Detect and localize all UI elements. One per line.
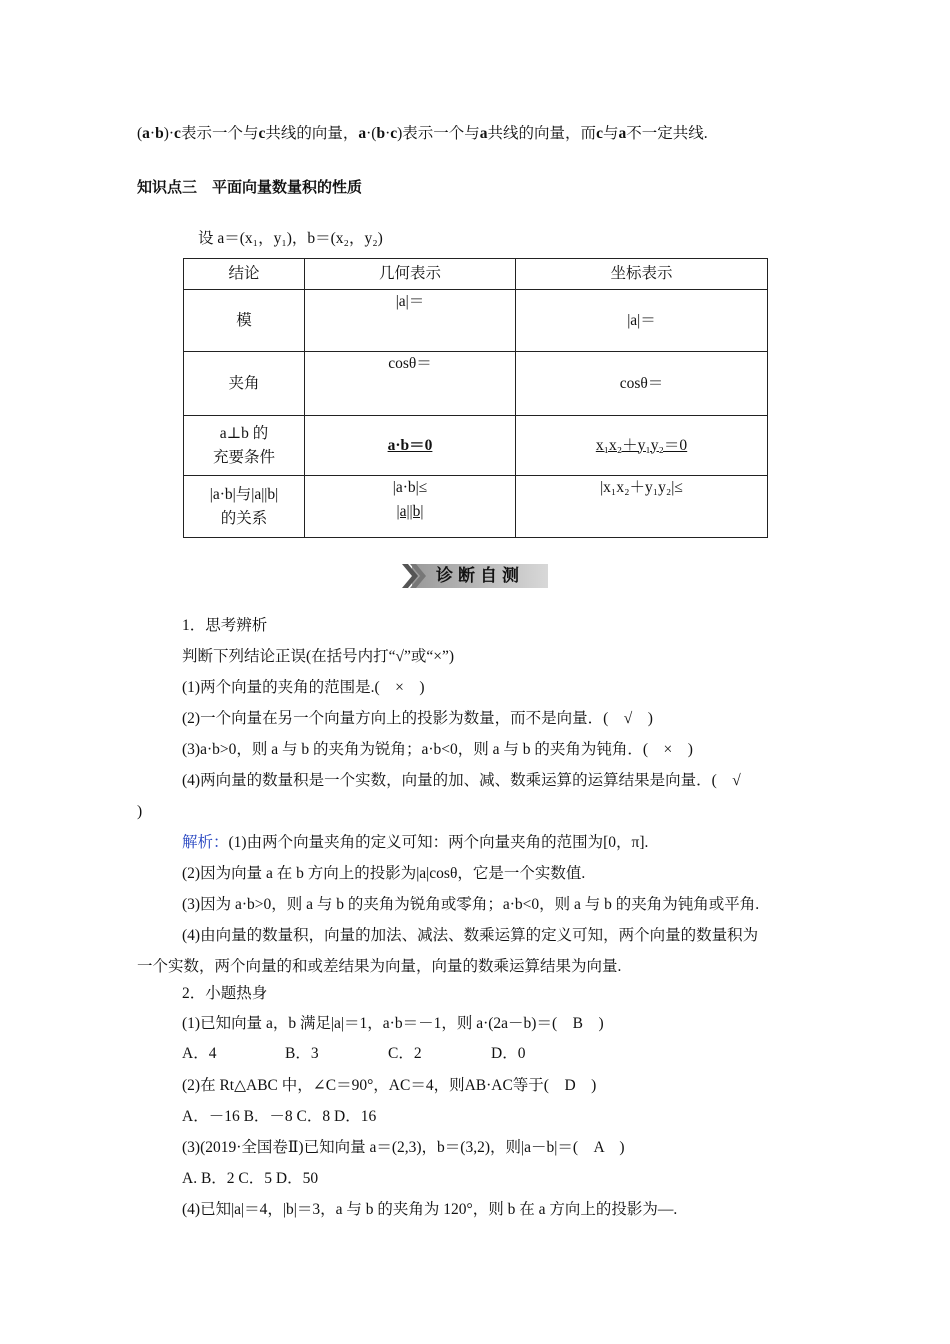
cell-coordinate: |a|＝ [516,290,768,352]
cell-coordinate [516,416,768,476]
analysis-line: (1)由两个向量夹角的定义可知：两个向量夹角的范围为[0，π]. [228,834,649,851]
cell-conclusion: 夹角 [184,352,305,416]
cell-geometric [305,476,516,538]
q2-problem: (2)在 Rt△ABC 中，∠C＝90°，AC＝4，则AB·AC等于( D ) [182,1077,597,1094]
table-row [184,476,768,538]
cell-conclusion [184,416,305,476]
q2-options: A．－16 B．－8 C．8 D．16 [182,1108,377,1125]
banner-title: 诊断自测 [436,566,524,586]
cell-conclusion: 模 [184,290,305,352]
table-header-row [184,259,768,290]
table-row [184,416,768,476]
header-coordinate: 坐标表示 [516,259,768,290]
conclusion-line1: a⊥b 的 [219,424,269,442]
setup-line: 设 a＝(x₁，y₁)，b＝(x₂，y₂) [198,230,383,247]
analysis-line: (2)因为向量 a 在 b 方向上的投影为|a|cosθ，它是一个实数值. [182,865,586,882]
section-banner [402,562,550,590]
cell-conclusion [184,476,305,538]
properties-table [183,258,768,538]
geometric-value: a·b＝0 [387,436,433,454]
table-row [184,290,768,352]
q1-item: ) [137,803,143,820]
header-conclusion: 结论 [184,259,305,290]
cell-coordinate: |x₁x₂＋y₁y₂|≤ [516,476,768,538]
header-geometric: 几何表示 [305,259,516,290]
q1-item: (1)两个向量的夹角的范围是.( × ) [182,679,425,696]
geometric-line2: |a||b| [396,503,424,520]
table-row [184,352,768,416]
q1-item: (2)一个向量在另一个向量方向上的投影为数量，而不是向量．( √ ) [182,710,653,727]
analysis-line: 一个实数，两个向量的和或差结果为向量，向量的数乘运算结果为向量. [137,958,622,975]
option: C．2 [388,1045,422,1062]
conclusion-line2: 充要条件 [212,448,275,466]
q2-problem: (3)(2019·全国卷Ⅱ)已知向量 a＝(2,3)，b＝(3,2)，则|a－b|＝( A ) [182,1139,625,1156]
option: D．0 [491,1045,526,1062]
cell-geometric [305,416,516,476]
option: B．3 [285,1045,319,1062]
section-title: 知识点三 平面向量数量积的性质 [137,178,363,196]
analysis-label: 解析： [182,834,229,851]
analysis-line: (3)因为 a·b>0，则 a 与 b 的夹角为锐角或零角；a·b<0，则 a 与 b 的夹角为钝角或平角. [182,896,760,913]
q2-problem: (4)已知|a|＝4，|b|＝3，a 与 b 的夹角为 120°，则 b 在 a 方向上的投影为—. [182,1201,678,1218]
q1-instruction: 判断下列结论正误(在括号内打“√”或“×”) [182,648,455,665]
q1-analysis [182,833,648,853]
cell-coordinate: cosθ＝ [516,352,768,416]
q1-item: (3)a·b>0，则 a 与 b 的夹角为锐角；a·b<0，则 a 与 b 的夹角为钝角．( × ) [182,741,693,758]
option: A．4 [182,1045,217,1062]
q2-problem: (1)已知向量 a，b 满足|a|＝1，a·b＝－1，则 a·(2a－b)＝( B ) [182,1015,604,1032]
cell-geometric: |a|＝ [305,290,516,352]
q1-item: (4)两向量的数量积是一个实数，向量的加、减、数乘运算的运算结果是向量．( √ [182,772,741,789]
geometric-line1: |a·b|≤ [392,479,428,496]
coordinate-value: x₁x₂＋y₁y₂＝0 [595,436,688,454]
q1-title: 1．思考辨析 [182,617,268,634]
cell-geometric: cosθ＝ [305,352,516,416]
analysis-line: (4)由向量的数量积，向量的加法、减法、数乘运算的定义可知，两个向量的数量积为 [182,927,759,944]
intro-line: (a·b)·c表示一个与c共线的向量，a·(b·c)表示一个与a共线的向量，而c与a不一定共线. [137,125,708,142]
q2-options: A. B．2 C．5 D．50 [182,1170,319,1187]
conclusion-line1: |a·b|与|a||b| [209,485,279,503]
q2-title: 2．小题热身 [182,985,268,1002]
conclusion-line2: 的关系 [220,509,268,527]
